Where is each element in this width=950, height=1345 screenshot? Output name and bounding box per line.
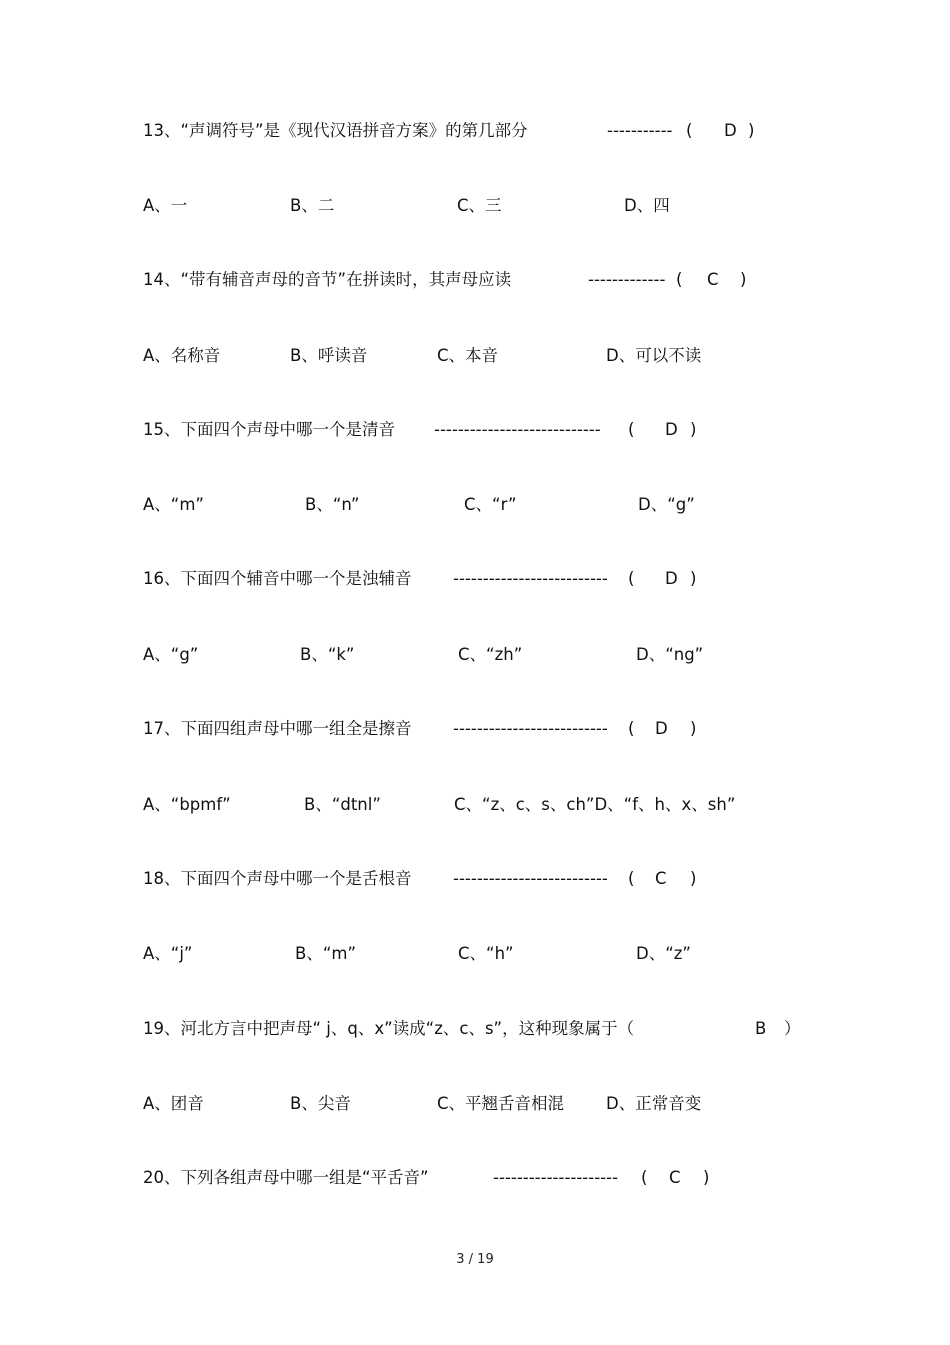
answer-letter: C [655, 869, 667, 888]
answer-open-paren: ( [628, 569, 635, 588]
question-16 [0, 564, 950, 594]
option-d: D、“g” [638, 495, 695, 514]
answer-leader: ----------- [607, 121, 673, 140]
option-d: D、“ng” [636, 645, 704, 664]
answer-open-paren: ( [628, 869, 635, 888]
options-16 [0, 640, 950, 670]
option-d: D、“z” [636, 944, 691, 963]
answer-leader: ------------- [588, 270, 666, 289]
answer-open-paren: ( [676, 270, 683, 289]
answer-leader: --------------------- [493, 1168, 619, 1187]
option-c: C、三 [457, 196, 502, 215]
option-c: C、本音 [437, 346, 499, 365]
question-text: 18、下面四个声母中哪一个是舌根音 [143, 869, 412, 888]
option-b: B、“n” [305, 495, 360, 514]
question-text: 14、“带有辅音声母的音节”在拼读时，其声母应读 [143, 270, 512, 289]
question-text: 13、“声调符号”是《现代汉语拼音方案》的第几部分 [143, 121, 528, 140]
question-17 [0, 714, 950, 744]
question-text: 15、下面四个声母中哪一个是清音 [143, 420, 395, 439]
question-15 [0, 415, 950, 445]
answer-letter: D [665, 569, 678, 588]
option-c: C、平翘舌音相混 [437, 1094, 565, 1113]
option-a: A、“g” [143, 645, 199, 664]
answer-leader: ---------------------------- [434, 420, 601, 439]
option-b: B、“m” [295, 944, 356, 963]
option-c-and-d: C、“z、c、s、ch”D、“f、h、x、sh” [454, 795, 736, 814]
answer-close-paren: ) [690, 420, 697, 439]
answer-letter: C [707, 270, 719, 289]
answer-letter: B [755, 1019, 767, 1038]
option-c: C、“zh” [458, 645, 523, 664]
question-14 [0, 265, 950, 295]
answer-close-paren: ) [703, 1168, 710, 1187]
option-d: D、正常音变 [606, 1094, 702, 1113]
question-20 [0, 1163, 950, 1193]
answer-close-paren: ) [690, 569, 697, 588]
option-d: D、可以不读 [606, 346, 702, 365]
answer-letter: D [724, 121, 737, 140]
answer-close-paren: ) [748, 121, 755, 140]
answer-letter: D [655, 719, 668, 738]
option-b: B、“dtnl” [304, 795, 381, 814]
question-13 [0, 116, 950, 146]
options-19 [0, 1089, 950, 1119]
options-18 [0, 939, 950, 969]
answer-leader: -------------------------- [453, 869, 608, 888]
option-d: D、四 [624, 196, 670, 215]
question-text: 19、河北方言中把声母“ j、q、x”读成“z、c、s”，这种现象属于（ [143, 1019, 635, 1038]
answer-letter: D [665, 420, 678, 439]
answer-leader: -------------------------- [453, 719, 608, 738]
option-a: A、“bpmf” [143, 795, 231, 814]
answer-close-paren: ) [690, 719, 697, 738]
answer-leader: -------------------------- [453, 569, 608, 588]
question-text: 20、下列各组声母中哪一组是“平舌音” [143, 1168, 429, 1187]
option-b: B、尖音 [290, 1094, 351, 1113]
answer-close-paren: ) [690, 869, 697, 888]
options-15 [0, 490, 950, 520]
option-c: C、“h” [458, 944, 514, 963]
question-text: 17、下面四组声母中哪一组全是擦音 [143, 719, 412, 738]
options-14 [0, 341, 950, 371]
question-18 [0, 864, 950, 894]
page-number: 3 / 19 [456, 1252, 494, 1267]
answer-open-paren: ( [628, 719, 635, 738]
question-19 [0, 1014, 950, 1044]
answer-close-paren: ) [740, 270, 747, 289]
option-b: B、“k” [300, 645, 355, 664]
option-a: A、团音 [143, 1094, 204, 1113]
options-17 [0, 790, 950, 820]
answer-open-paren: ( [686, 121, 693, 140]
answer-open-paren: ( [641, 1168, 648, 1187]
option-b: B、二 [290, 196, 335, 215]
option-a: A、名称音 [143, 346, 221, 365]
options-13 [0, 191, 950, 221]
option-b: B、呼读音 [290, 346, 368, 365]
answer-close-paren: ） [784, 1019, 801, 1038]
option-a: A、“j” [143, 944, 193, 963]
option-a: A、“m” [143, 495, 204, 514]
option-a: A、一 [143, 196, 188, 215]
option-c: C、“r” [464, 495, 517, 514]
answer-letter: C [669, 1168, 681, 1187]
answer-open-paren: ( [628, 420, 635, 439]
question-text: 16、下面四个辅音中哪一个是浊辅音 [143, 569, 412, 588]
